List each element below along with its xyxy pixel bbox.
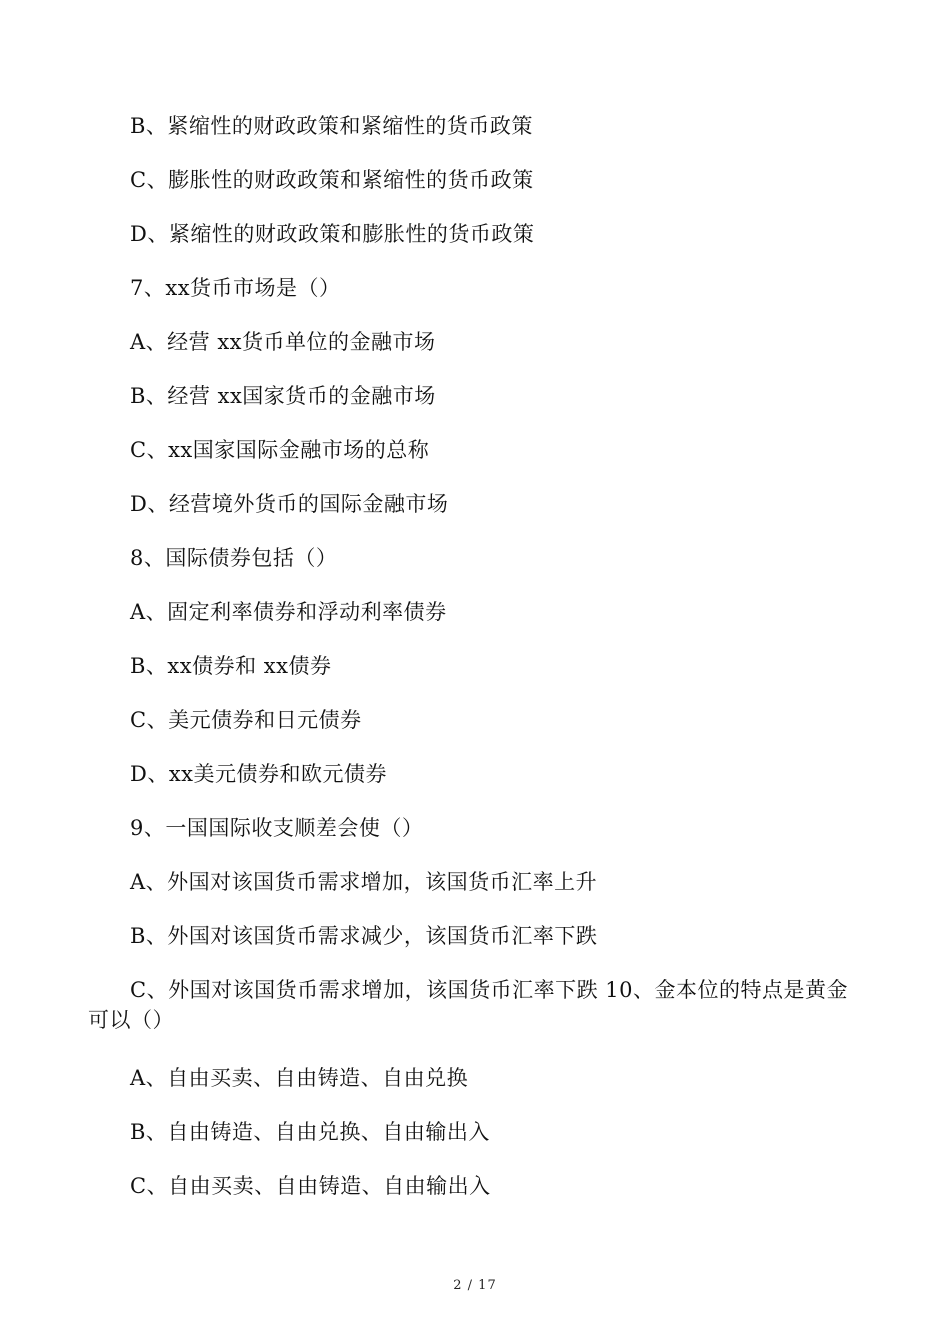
option-b-q9: B、外国对该国货币需求减少，该国货币汇率下跌 (130, 924, 598, 948)
option-b-q10: B、自由铸造、自由兑换、自由输出入 (130, 1120, 490, 1144)
page-number: 2 / 17 (453, 1278, 497, 1293)
option-a-q8: A、固定利率债券和浮动利率债券 (130, 600, 447, 624)
option-c-q10: C、自由买卖、自由铸造、自由输出入 (130, 1174, 491, 1198)
option-b-q6: B、紧缩性的财政政策和紧缩性的货币政策 (130, 114, 533, 138)
option-a-q7: A、经营 xx货币单位的金融市场 (130, 330, 436, 354)
question-7: 7、xx货币市场是（） (130, 276, 341, 300)
question-9: 9、一国国际收支顺差会使（） (130, 816, 424, 840)
option-b-q7: B、经营 xx国家货币的金融市场 (130, 384, 436, 408)
option-c-q8: C、美元债券和日元债券 (130, 708, 362, 732)
option-c-q9-and-question-10: C、外国对该国货币需求增加，该国货币汇率下跌 10、金本位的特点是黄金可以（） (88, 978, 848, 1032)
option-d-q7: D、经营境外货币的国际金融市场 (130, 492, 449, 516)
option-c-q6: C、膨胀性的财政政策和紧缩性的货币政策 (130, 168, 534, 192)
option-d-q8: D、xx美元债券和欧元债券 (130, 762, 388, 786)
option-c-q7: C、xx国家国际金融市场的总称 (130, 438, 430, 462)
option-a-q10: A、自由买卖、自由铸造、自由兑换 (130, 1066, 469, 1090)
option-d-q6: D、紧缩性的财政政策和膨胀性的货币政策 (130, 222, 535, 246)
option-b-q8: B、xx债券和 xx债券 (130, 654, 332, 678)
question-8: 8、国际债券包括（） (130, 546, 338, 570)
option-a-q9: A、外国对该国货币需求增加，该国货币汇率上升 (130, 870, 598, 894)
